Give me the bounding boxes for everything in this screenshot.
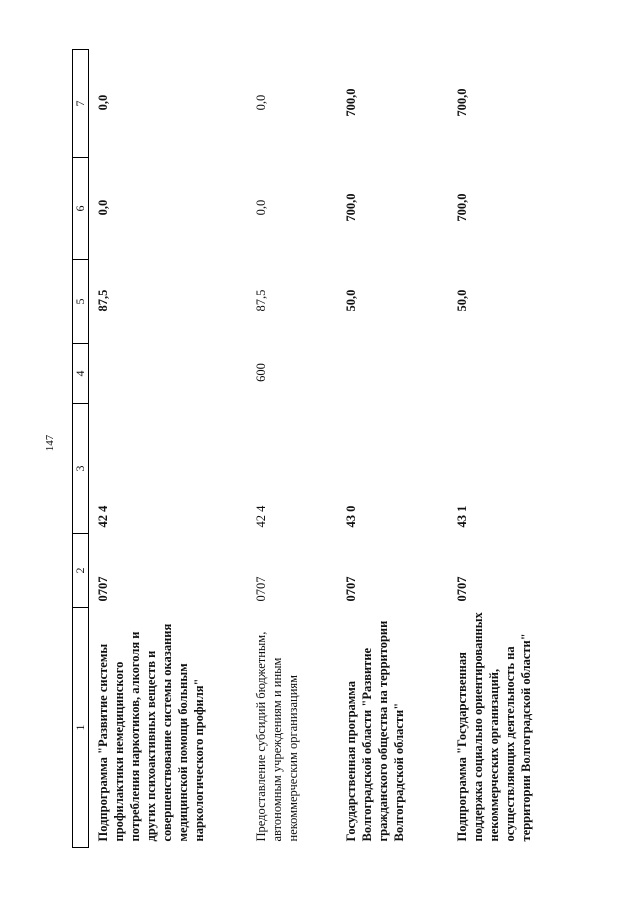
row-amount-2: 0,0 [254,199,268,216]
row-section-code: 0707 [254,576,268,602]
header-col-4: 4 [73,344,89,404]
row-program-code: 42 4 [254,505,268,528]
table-row [448,50,574,848]
budget-table-container [72,50,614,848]
row-name: Предоставление субсидий бюджетным, автономным учреждениям и иным некоммерческим организациям [254,631,300,842]
row-expense-type [337,344,448,404]
row-amount-2: 700,0 [344,193,358,222]
row-expense-type [89,344,248,404]
header-col-7: 7 [73,50,89,158]
table-row [247,50,337,848]
row-expense-type: 600 [254,363,268,382]
row-name: Государственная программа Волгоградской области "Развитие гражданского общества на территории Волгоградской области" [344,620,406,842]
header-col-2: 2 [73,534,89,608]
row-amount-1: 87,5 [96,289,110,312]
row-program-code: 42 4 [96,505,110,528]
row-name: Подпрограмма "Государственная поддержка социально ориентированных некоммерческих организаций, осуществляющих деятельность на территории Волгоградской области" [455,612,533,842]
header-col-1: 1 [73,608,89,848]
table-row [337,50,448,848]
table-row [89,50,248,848]
row-expense-type [448,344,574,404]
header-row [73,50,89,848]
budget-table [72,49,574,848]
row-amount-3: 700,0 [455,88,469,117]
row-amount-3: 0,0 [96,94,110,111]
page-number: 147 [44,434,56,452]
row-amount-1: 50,0 [344,289,358,312]
row-amount-3: 700,0 [344,88,358,117]
row-amount-2: 700,0 [455,193,469,222]
row-section-code: 0707 [455,576,469,602]
header-col-3: 3 [73,404,89,534]
header-col-5: 5 [73,260,89,344]
row-amount-2: 0,0 [96,199,110,216]
row-section-code: 0707 [344,576,358,602]
header-col-6: 6 [73,158,89,260]
row-program-code: 43 0 [344,505,358,528]
row-amount-3: 0,0 [254,94,268,111]
row-amount-1: 87,5 [254,289,268,312]
row-name: Подпрограмма "Развитие системы профилактики немедицинского потребления наркотиков, алкоголя и других психоактивных веществ и совершенствование системы оказания медицинской помощи больным наркологического профиля" [96,623,206,842]
row-section-code: 0707 [96,576,110,602]
row-program-code: 43 1 [455,505,469,528]
row-amount-1: 50,0 [455,289,469,312]
